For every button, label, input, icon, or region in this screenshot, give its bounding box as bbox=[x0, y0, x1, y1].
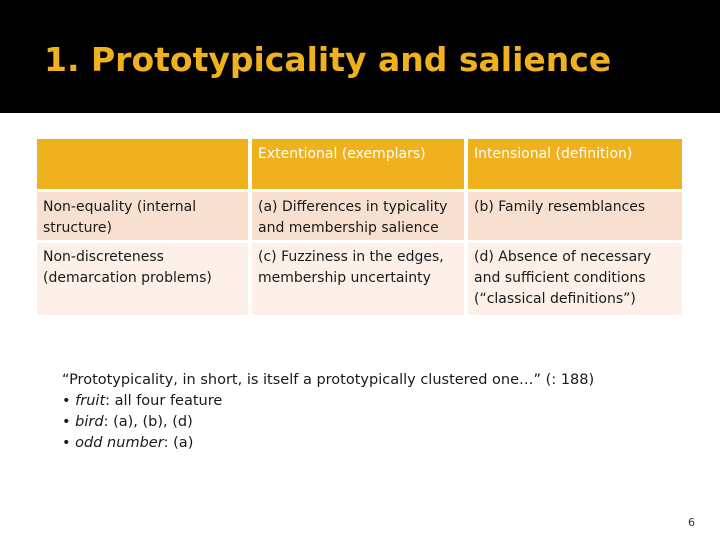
table-header-extensional: Extentional (exemplars) bbox=[252, 139, 464, 189]
notes-block bbox=[62, 370, 594, 454]
comparison-table bbox=[37, 139, 682, 315]
table-header-intensional: Intensional (definition) bbox=[468, 139, 682, 189]
bullet-term: odd number bbox=[75, 435, 164, 451]
cell-d: (d) Absence of necessary and sufficient conditions (“classical definitions”) bbox=[468, 243, 682, 315]
quote-text: “Prototypicality, in short, is itself a prototypically clustered one…” (: 188) bbox=[62, 372, 595, 388]
table-header-empty bbox=[37, 139, 248, 189]
row-label-non-discreteness: Non-discreteness (demarcation problems) bbox=[37, 243, 248, 315]
bullet-text: : (a), (b), (d) bbox=[103, 414, 193, 430]
bullet-text: : (a) bbox=[163, 435, 194, 451]
slide-title: 1. Prototypicality and salience bbox=[44, 40, 612, 79]
bullet-term: fruit bbox=[75, 393, 106, 409]
bullet-text: : all four feature bbox=[105, 393, 223, 409]
cell-b: (b) Family resemblances bbox=[468, 192, 682, 240]
bullet-mark: • bbox=[62, 414, 71, 430]
bullet-term: bird bbox=[75, 414, 104, 430]
bullet-bird bbox=[62, 412, 594, 433]
bullet-fruit bbox=[62, 391, 594, 412]
cell-a: (a) Differences in typicality and membership salience bbox=[252, 192, 464, 240]
row-label-non-equality: Non-equality (internal structure) bbox=[37, 192, 248, 240]
page-number: 6 bbox=[688, 516, 695, 529]
bullet-mark: • bbox=[62, 435, 71, 451]
bullet-mark: • bbox=[62, 393, 71, 409]
bullet-odd-number bbox=[62, 433, 594, 454]
cell-c: (c) Fuzziness in the edges, membership uncertainty bbox=[252, 243, 464, 315]
title-bar bbox=[0, 0, 720, 113]
